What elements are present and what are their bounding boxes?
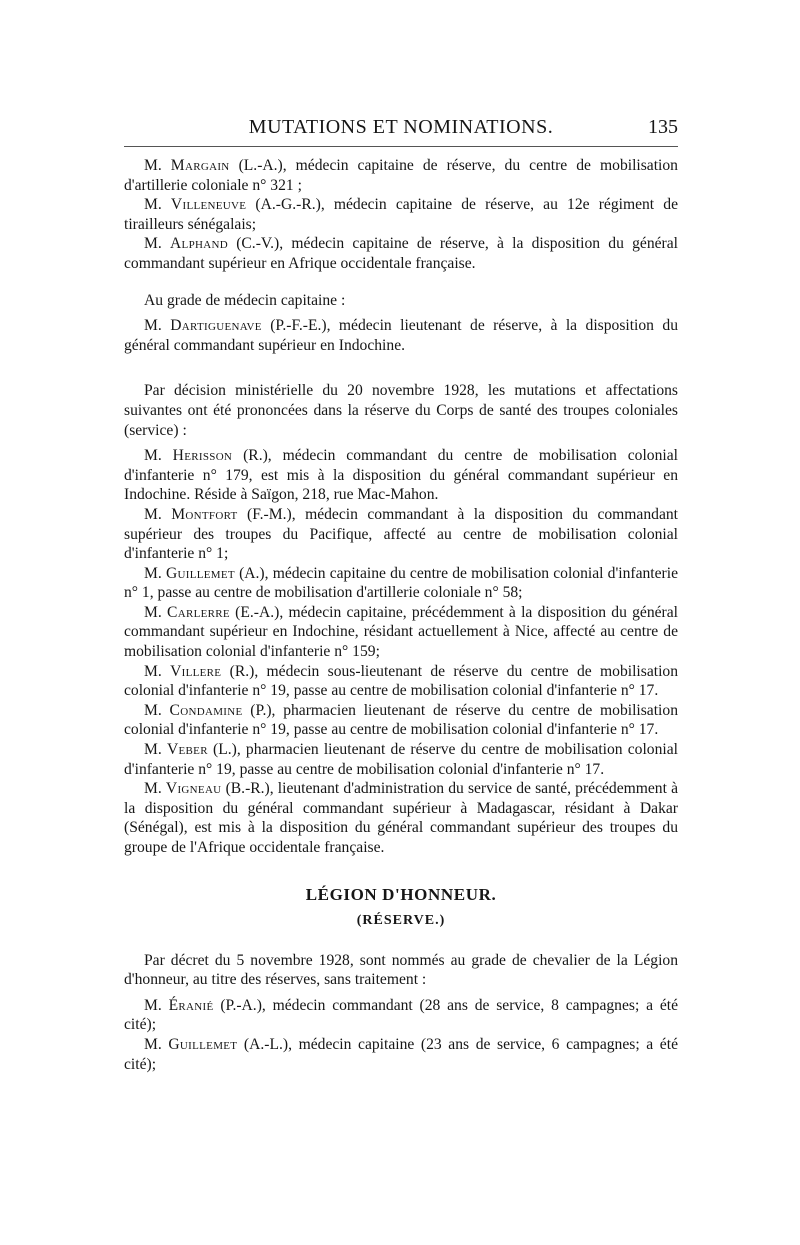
entry-prefix: M.: [144, 317, 171, 335]
running-title: MUTATIONS ET NOMINATIONS.: [248, 116, 554, 138]
decree-paragraph: Par décret du 5 novembre 1928, sont nommés au grade de chevalier de la Légion d'honneur, au titre des réserves, sans traitement :: [124, 951, 678, 989]
section-subtitle-reserve: (RÉSERVE.): [356, 912, 446, 928]
officer-name: Condamine: [169, 701, 243, 719]
officer-name: Villere: [170, 662, 222, 680]
entry-prefix: M.: [144, 196, 171, 214]
entry-text: (A.-L.), médecin capitaine (23 ans de service, 6 campagnes; a été cité);: [124, 1035, 678, 1073]
officer-name: Veber: [166, 741, 208, 759]
officer-name: Carlerre: [167, 603, 230, 621]
entry-prefix: M.: [144, 235, 170, 253]
entry-condamine: [124, 701, 678, 740]
entry-prefix: M.: [144, 564, 166, 582]
entry-text: (P.-F.-E.), médecin lieutenant de réserve, à la disposition du général commandant supérieur en Indochine.: [124, 317, 678, 354]
entry-prefix: M.: [144, 996, 169, 1014]
officer-name: Villeneuve: [170, 196, 247, 214]
entry-text: (C.-V.), médecin capitaine de réserve, à la disposition du général commandant supérieur en Afrique occidentale française.: [124, 235, 678, 272]
entry-margain: [124, 156, 678, 195]
entry-guillemet: [124, 564, 678, 603]
entry-text: (L.), pharmacien lieutenant de réserve du centre de mobilisation colonial d'infanterie n° 19, passe au centre de mobilisation colonial d'infanterie n° 17.: [124, 741, 678, 778]
entry-text: (P.), pharmacien lieutenant de réserve du centre de mobilisation colonial d'infanterie n° 19, passe au centre de mobilisation colonial d'infanterie n° 17.: [124, 701, 678, 739]
entry-villeneuve: [124, 195, 678, 234]
entry-prefix: M.: [144, 741, 167, 759]
document-page: [124, 112, 678, 1074]
officer-name: Vigneau: [165, 780, 222, 798]
entry-carlerre: [124, 603, 678, 662]
officer-name: Alphand: [170, 235, 228, 253]
entry-prefix: M.: [144, 1035, 169, 1053]
page-header: [124, 112, 678, 147]
entry-text: (R.), médecin sous-lieutenant de réserve du centre de mobilisation colonial d'infanterie n° 19, passe au centre de mobilisation colonial d'infanterie n° 17.: [124, 662, 678, 700]
officer-name: Éranié: [168, 996, 214, 1014]
entry-text: (E.-A.), médecin capitaine, précédemment à la disposition du général commandant supérieur en Indochine, résidant actuellement à Nice, affecté au centre de mobilisation colonial d'infanterie n° 159;: [124, 603, 678, 661]
entry-prefix: M.: [144, 447, 173, 465]
entry-text: (L.-A.), médecin capitaine de réserve, du centre de mobilisation d'artillerie coloniale n° 321 ;: [124, 157, 678, 194]
section-title-legion: LÉGION D'HONNEUR.: [305, 884, 497, 904]
decision-paragraph: Par décision ministérielle du 20 novembre 1928, les mutations et affectations suivantes ont été prononcées dans la réserve du Corps de santé des troupes coloniales (service) :: [124, 382, 678, 439]
entry-villere: [124, 662, 678, 701]
entry-prefix: M.: [144, 157, 171, 174]
entry-vigneau: [124, 779, 678, 857]
entry-prefix: M.: [144, 780, 166, 798]
entry-prefix: M.: [144, 662, 171, 680]
entry-montfort: [124, 505, 678, 564]
entry-text: (A.-G.-R.), médecin capitaine de réserve, au 12e régiment de tirailleurs sénégalais;: [124, 196, 678, 233]
entry-text: (F.-M.), médecin commandant à la disposition du commandant supérieur des troupes du Pacifique, affecté au centre de mobilisation colonial d'infanterie n° 1;: [124, 505, 678, 563]
entry-prefix: M.: [144, 701, 170, 719]
officer-name: Guillemet: [165, 564, 235, 582]
page-number: 135: [648, 116, 678, 138]
officer-name: Montfort: [171, 505, 238, 523]
entry-text: (R.), médecin commandant du centre de mobilisation colonial d'infanterie n° 179, est mis à la disposition du général commandant supérieur en Indochine. Réside à Saïgon, 218, rue Mac-Mahon.: [124, 447, 678, 504]
entry-text: (A.), médecin capitaine du centre de mobilisation colonial d'infanterie n° 1, passe au centre de mobilisation d'artillerie coloniale n° 58;: [124, 564, 678, 602]
entry-text: (P.-A.), médecin commandant (28 ans de service, 8 campagnes; a été cité);: [124, 996, 678, 1034]
entry-dartiguenave: [124, 316, 678, 355]
entry-eranie: [124, 996, 678, 1035]
officer-name: Dartiguenave: [170, 317, 262, 335]
officer-name: Herisson: [172, 447, 233, 465]
grade-heading: Au grade de médecin capitaine :: [144, 291, 346, 309]
entry-veber: [124, 740, 678, 779]
officer-name: Guillemet: [168, 1035, 238, 1053]
officer-name: Margain: [170, 157, 230, 174]
entry-prefix: M.: [144, 603, 167, 621]
entry-text: (B.-R.), lieutenant d'administration du service de santé, précédemment à la disposition du général commandant supérieur à Madagascar, résidant à Dakar (Sénégal), est mis à la disposition du général commandant supérieur des troupes du groupe de l'Afrique occidentale française.: [124, 780, 678, 856]
entry-guillemet-legion: [124, 1035, 678, 1074]
entry-prefix: M.: [144, 505, 172, 523]
entry-herisson: [124, 446, 678, 505]
entry-alphand: [124, 234, 678, 273]
